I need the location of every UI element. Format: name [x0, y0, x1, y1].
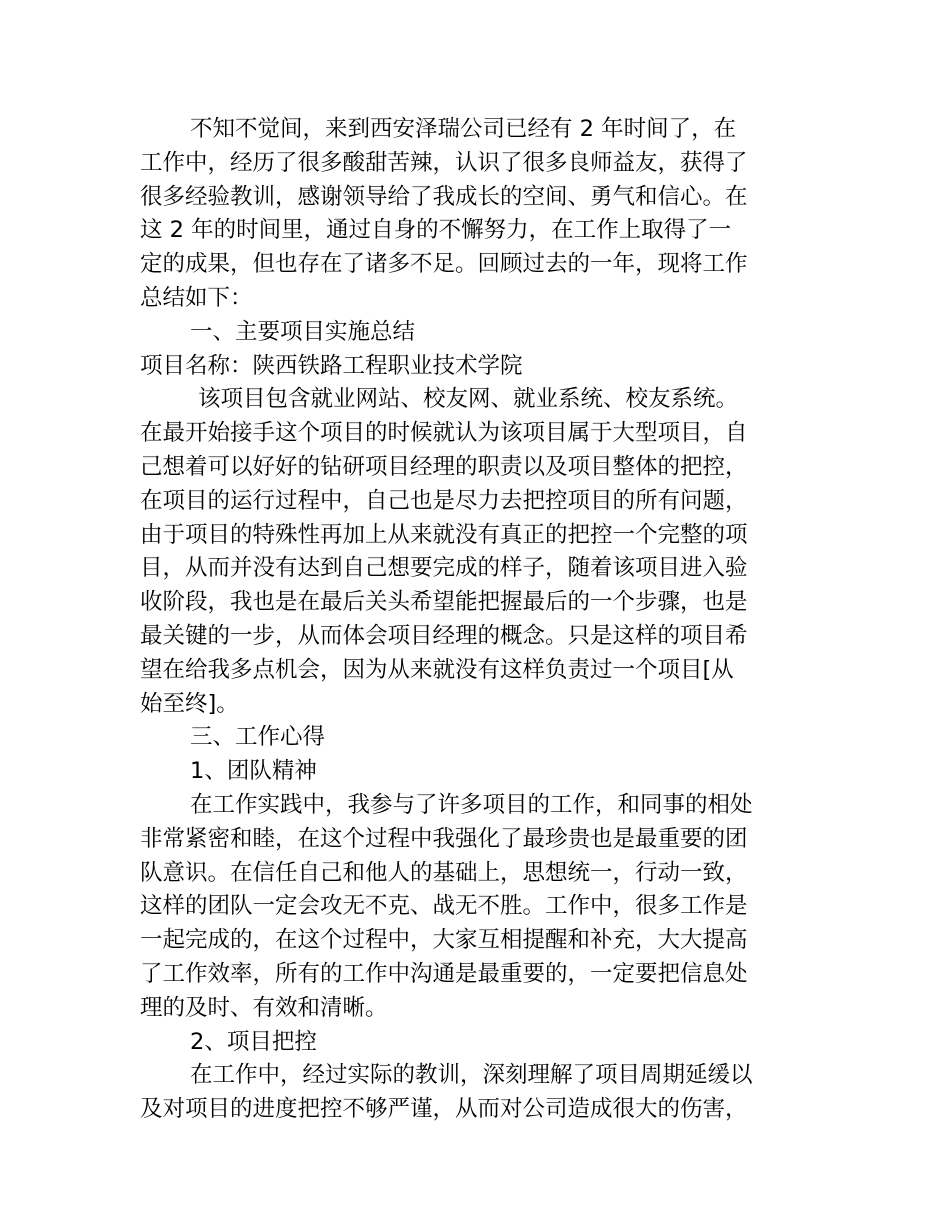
paragraph-line: 在工作实践中，我参与了许多项目的工作，和同事的相处	[190, 791, 753, 818]
paragraph-line: 非常紧密和睦，在这个过程中我强化了最珍贵也是最重要的团	[140, 825, 748, 852]
paragraph-line: 收阶段，我也是在最后关头希望能把握最后的一个步骤，也是	[140, 589, 748, 616]
subsection-heading: 2、项目把控	[190, 1028, 317, 1055]
paragraph-line: 这 2 年的时间里，通过自身的不懈努力，在工作上取得了一	[140, 217, 732, 244]
paragraph-line: 很多经验教训，感谢领导给了我成长的空间、勇气和信心。在	[140, 183, 748, 210]
project-name-line: 项目名称：陕西铁路工程职业技术学院	[140, 352, 523, 379]
section-heading: 一、主要项目实施总结	[190, 318, 416, 345]
paragraph-line: 理的及时、有效和清晰。	[140, 994, 388, 1021]
paragraph-line: 工作中，经历了很多酸甜苦辣，认识了很多良师益友，获得了	[140, 149, 748, 176]
paragraph-line: 不知不觉间，来到西安泽瑞公司已经有 2 年时间了，在	[190, 116, 737, 142]
paragraph-line: 望在给我多点机会，因为从来就没有这样负责过一个项目[从	[140, 656, 734, 683]
paragraph-line: 及对项目的进度把控不够严谨，从而对公司造成很大的伤害，	[140, 1096, 748, 1123]
paragraph-line: 了工作效率，所有的工作中沟通是最重要的，一定要把信息处	[140, 960, 748, 987]
paragraph-line: 这样的团队一定会攻无不克、战无不胜。工作中，很多工作是	[140, 893, 748, 920]
paragraph-line: 始至终]。	[140, 690, 239, 717]
paragraph-line: 一起完成的，在这个过程中，大家互相提醒和补充，大大提高	[140, 927, 748, 954]
paragraph-line: 己想着可以好好的钻研项目经理的职责以及项目整体的把控，	[140, 453, 748, 480]
paragraph-line: 在最开始接手这个项目的时候就认为该项目属于大型项目，自	[140, 420, 748, 447]
paragraph-line: 该项目包含就业网站、校友网、就业系统、校友系统。	[198, 386, 739, 413]
paragraph-line: 总结如下：	[140, 284, 253, 311]
paragraph-line: 由于项目的特殊性再加上从来就没有真正的把控一个完整的项	[140, 521, 748, 548]
paragraph-line: 在项目的运行过程中，自己也是尽力去把控项目的所有问题，	[140, 487, 748, 514]
document-body	[140, 113, 812, 1127]
paragraph-line: 目，从而并没有达到自己想要完成的样子，随着该项目进入验	[140, 555, 748, 582]
paragraph-line: 定的成果，但也存在了诸多不足。回顾过去的一年，现将工作	[140, 251, 748, 278]
paragraph-line: 最关键的一步，从而体会项目经理的概念。只是这样的项目希	[140, 622, 748, 649]
subsection-heading: 1、团队精神	[190, 758, 317, 785]
paragraph-line: 队意识。在信任自己和他人的基础上，思想统一，行动一致，	[140, 859, 748, 886]
paragraph-line: 在工作中，经过实际的教训，深刻理解了项目周期延缓以	[190, 1062, 753, 1089]
section-heading: 三、工作心得	[190, 724, 326, 751]
